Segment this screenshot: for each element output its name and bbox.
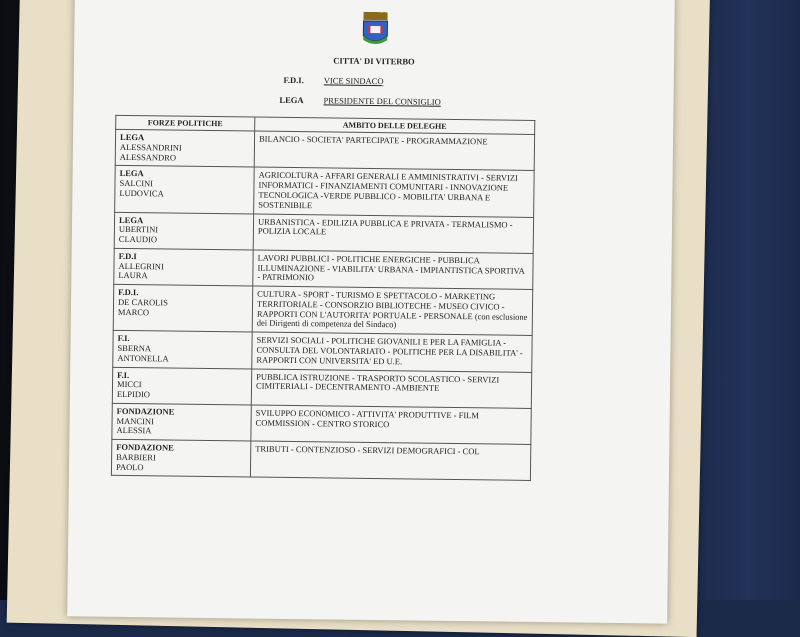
delegation-cell: CULTURA - SPORT - TURISMO E SPETTACOLO - MARKETING TERRITORIALE - CONSORZIO BIBLIOTECHE - MUSEO CIVICO - RAPPORTI CON L'AUTORITA' PORTUALE - PERSONALE (con esclusione dei Dirigenti di competenza del Sindaco) — [252, 286, 533, 335]
party-name: F.I. — [117, 369, 130, 380]
table-row — [115, 130, 534, 171]
member-name: MANCINI ALESSIA — [116, 415, 154, 436]
member-name: BARBIERI PAOLO — [115, 451, 156, 472]
role-row — [233, 94, 440, 107]
table-row — [114, 248, 533, 289]
party-name: F.D.I — [118, 250, 137, 261]
party-name: LEGA — [120, 132, 145, 143]
roles-list — [233, 74, 441, 117]
party-name: F.I. — [117, 333, 130, 344]
city-title: CITTA' DI VITERBO — [333, 55, 415, 67]
member-name: ALESSANDRINI ALESSANDRO — [119, 141, 182, 163]
party-name: LEGA — [118, 214, 144, 225]
delegation-cell: LAVORI PUBBLICI - POLITICHE ENERGICHE - PUBBLICA ILLUMINAZIONE - VIABILITA' URBANA - IMPIANTISTICA SPORTIVA - PATRIMONIO — [253, 250, 533, 290]
delegations-table — [111, 115, 535, 481]
column-header: AMBITO DELLE DELEGHE — [255, 117, 535, 135]
member-name: ALLEGRINI LAURA — [118, 260, 164, 281]
party-member-cell — [111, 439, 250, 477]
party-name: LEGA — [119, 168, 144, 179]
city-crest-icon — [360, 12, 390, 46]
delegation-cell: TRIBUTI - CONTENZIOSO - SERVIZI DEMOGRAFICI - COL — [250, 441, 530, 481]
table-row — [115, 166, 535, 217]
role-row — [234, 74, 441, 87]
delegation-cell: AGRICOLTURA - AFFARI GENERALI E AMMINISTRATIVI - SERVIZI INFORMATICI - FINANZIAMENTI COMUNITARI - INNOVAZIONE TECNOLOGICA -VERDE PUBBLICO - MOBILITA' URBANA E SOSTENIBILE — [254, 168, 535, 217]
table-row — [112, 367, 531, 408]
party-member-cell — [113, 284, 253, 332]
delegation-cell: URBANISTICA - EDILIZIA PUBBLICA E PRIVATA - TERMALISMO - POLIZIA LOCALE — [253, 214, 533, 254]
member-name: SALCINI LUDOVICA — [119, 178, 164, 199]
table-row — [111, 439, 530, 480]
document-page — [67, 0, 675, 624]
party-member-cell — [115, 130, 254, 168]
member-name: UBERTINI CLAUDIO — [118, 224, 159, 245]
table-row — [113, 331, 532, 372]
delegation-cell: BILANCIO - SOCIETA' PARTECIPATE - PROGRAMMAZIONE — [254, 131, 534, 171]
party-name: FONDAZIONE — [116, 405, 175, 417]
party-name: F.D.I. — [118, 287, 139, 298]
party-member-cell — [114, 248, 253, 286]
delegation-cell: SVILUPPO ECONOMICO - ATTIVITA' PRODUTTIVE - FILM COMMISSION - CENTRO STORICO — [251, 405, 531, 445]
party-name: FONDAZIONE — [116, 441, 174, 453]
party-member-cell — [115, 166, 255, 214]
role-party: F.D.I. — [283, 74, 304, 86]
party-member-cell — [112, 403, 251, 441]
table-row — [114, 212, 533, 253]
party-member-cell — [114, 212, 253, 250]
role-party: LEGA — [279, 94, 304, 106]
role-title: PRESIDENTE DEL CONSIGLIO — [323, 95, 441, 107]
column-header: FORZE POLITICHE — [116, 115, 255, 131]
delegation-cell: PUBBLICA ISTRUZIONE - TRASPORTO SCOLASTICO - SERVIZI CIMITERIALI - DECENTRAMENTO -AMBIENTE — [251, 369, 531, 409]
member-name: SBERNA ANTONELLA — [117, 342, 169, 364]
member-name: DE CAROLIS MARCO — [117, 296, 168, 317]
member-name: MICCI ELPIDIO — [116, 379, 151, 400]
role-title: VICE SINDACO — [323, 75, 384, 87]
delegation-cell: SERVIZI SOCIALI - POLITICHE GIOVANILI E PER LA FAMIGLIA - CONSULTA DEL VOLONTARIATO - POLITICHE PER LA DISABILITA' - RAPPORTI CON UNIVERSITA' ED U.E. — [252, 332, 532, 372]
table-row — [112, 403, 531, 444]
table-row — [113, 284, 533, 335]
party-member-cell — [112, 367, 251, 405]
party-member-cell — [113, 331, 252, 369]
